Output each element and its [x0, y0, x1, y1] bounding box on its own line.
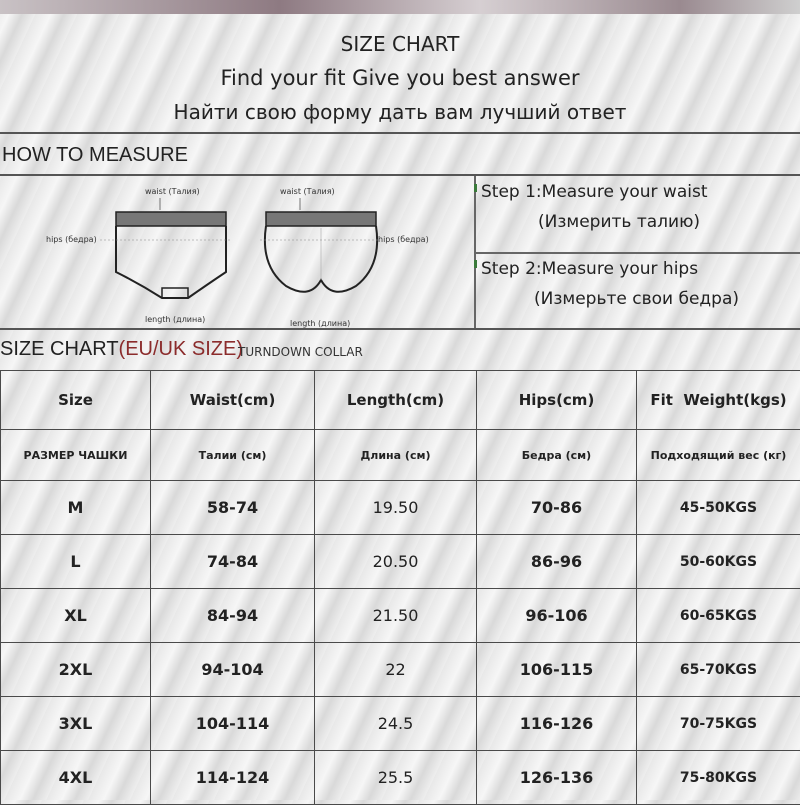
- table-row: [1, 643, 800, 697]
- cell-size: 2XL: [1, 643, 151, 697]
- hips-label: hips (бедра): [46, 235, 97, 244]
- waist-label: waist (Талия): [145, 187, 200, 196]
- subtitle-en: Find your fit Give you best answer: [0, 66, 800, 90]
- size-chart-title: [0, 338, 243, 361]
- cell-waist: 58-74: [151, 481, 315, 535]
- table-row: [1, 589, 800, 643]
- cell-waist: 114-124: [151, 751, 315, 805]
- cell-hips: 86-96: [477, 535, 637, 589]
- cell-hips: 116-126: [477, 697, 637, 751]
- brief-front-diagram: [40, 176, 250, 328]
- size-chart-title-prefix: SIZE CHART: [0, 338, 119, 360]
- cell-weight: 75-80KGS: [637, 751, 800, 805]
- header-waist: Waist(cm): [151, 371, 315, 430]
- subheader-weight: Подходящий вес (кг): [637, 430, 800, 481]
- brief-back-diagram: [230, 176, 450, 328]
- cell-weight: 45-50KGS: [637, 481, 800, 535]
- divider: [474, 252, 800, 254]
- step-marker: [474, 184, 477, 192]
- hips-label: hips (бедра): [378, 235, 429, 244]
- table-row: [1, 481, 800, 535]
- cell-waist: 94-104: [151, 643, 315, 697]
- page-header: [0, 14, 800, 132]
- cell-hips: 106-115: [477, 643, 637, 697]
- step-1-en: Step 1:Measure your waist: [481, 182, 708, 202]
- size-table: [0, 370, 800, 805]
- cell-length: 19.50: [315, 481, 477, 535]
- cell-waist: 104-114: [151, 697, 315, 751]
- cell-weight: 50-60KGS: [637, 535, 800, 589]
- table-row: [1, 751, 800, 805]
- table-row: [1, 697, 800, 751]
- cell-length: 21.50: [315, 589, 477, 643]
- cell-length: 25.5: [315, 751, 477, 805]
- table-row: [1, 535, 800, 589]
- cell-size: M: [1, 481, 151, 535]
- step-2: [478, 253, 800, 329]
- waist-label: waist (Талия): [280, 187, 335, 196]
- cell-weight: 65-70KGS: [637, 643, 800, 697]
- subheader-hips: Бедра (см): [477, 430, 637, 481]
- subheader-waist: Талии (см): [151, 430, 315, 481]
- overlay-caption: TURNDOWN COLLAR: [238, 345, 363, 359]
- divider: [0, 132, 800, 134]
- how-to-measure-title: HOW TO MEASURE: [2, 144, 188, 167]
- length-label: length (длина): [290, 319, 350, 328]
- cell-weight: 70-75KGS: [637, 697, 800, 751]
- subheader-length: Длина (см): [315, 430, 477, 481]
- cell-size: XL: [1, 589, 151, 643]
- cell-size: 3XL: [1, 697, 151, 751]
- divider: [0, 328, 800, 330]
- top-photo-strip: [0, 0, 800, 14]
- cell-length: 22: [315, 643, 477, 697]
- step-1: [478, 176, 800, 252]
- cell-hips: 70-86: [477, 481, 637, 535]
- header-hips: Hips(cm): [477, 371, 637, 430]
- page-title: SIZE CHART: [0, 32, 800, 56]
- subtitle-ru: Найти свою форму дать вам лучший ответ: [0, 100, 800, 124]
- header-length: Length(cm): [315, 371, 477, 430]
- cell-size: 4XL: [1, 751, 151, 805]
- step-marker: [474, 260, 477, 268]
- cell-waist: 84-94: [151, 589, 315, 643]
- cell-hips: 96-106: [477, 589, 637, 643]
- cell-size: L: [1, 535, 151, 589]
- cell-waist: 74-84: [151, 535, 315, 589]
- step-1-ru: (Измерить талию): [538, 212, 700, 232]
- cell-length: 20.50: [315, 535, 477, 589]
- step-2-en: Step 2:Measure your hips: [481, 259, 698, 279]
- cell-length: 24.5: [315, 697, 477, 751]
- table-header-row: [1, 371, 800, 430]
- step-2-ru: (Измерьте свои бедра): [534, 289, 739, 309]
- header-weight: Fit Weight(kgs): [637, 371, 800, 430]
- table-subheader-row: [1, 430, 800, 481]
- length-label: length (длина): [145, 315, 205, 324]
- cell-weight: 60-65KGS: [637, 589, 800, 643]
- subheader-size: РАЗМЕР ЧАШКИ: [1, 430, 151, 481]
- cell-hips: 126-136: [477, 751, 637, 805]
- header-size: Size: [1, 371, 151, 430]
- size-chart-title-region: (EU/UK SIZE): [119, 338, 243, 360]
